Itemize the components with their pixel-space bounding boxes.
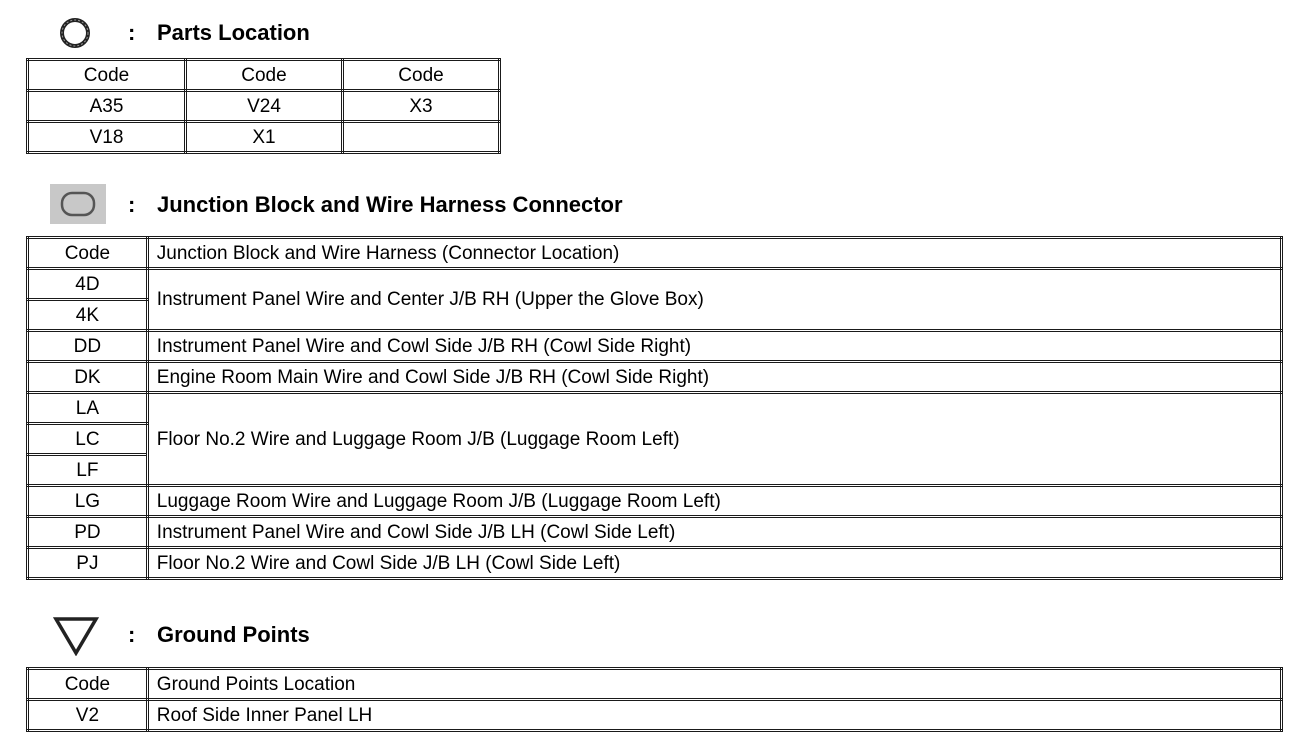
code-cell: PJ — [28, 548, 148, 579]
section-colon: : — [128, 20, 136, 45]
table-row — [28, 517, 1282, 548]
code-cell: DK — [28, 362, 148, 393]
table-header-row — [28, 669, 1282, 700]
column-header: Code — [28, 238, 148, 269]
column-header: Ground Points Location — [147, 669, 1281, 700]
code-cell: V2 — [28, 700, 148, 731]
location-cell: Roof Side Inner Panel LH — [147, 700, 1281, 731]
code-cell — [342, 122, 499, 153]
junction-block-table — [26, 236, 1283, 580]
column-header: Code — [28, 60, 186, 91]
code-cell: A35 — [28, 91, 186, 122]
section-title: Junction Block and Wire Harness Connector — [157, 192, 623, 217]
code-cell: LG — [28, 486, 148, 517]
location-cell: Instrument Panel Wire and Cowl Side J/B LH (Cowl Side Left) — [147, 517, 1281, 548]
location-cell: Instrument Panel Wire and Center J/B RH (Upper the Glove Box) — [147, 269, 1281, 331]
code-cell: PD — [28, 517, 148, 548]
table-row — [28, 331, 1282, 362]
column-header: Code — [342, 60, 499, 91]
location-cell: Instrument Panel Wire and Cowl Side J/B RH (Cowl Side Right) — [147, 331, 1281, 362]
code-cell: LC — [28, 424, 148, 455]
table-header-row — [28, 238, 1282, 269]
table-row — [28, 486, 1282, 517]
table-row — [28, 700, 1282, 731]
section-title: Ground Points — [157, 622, 310, 647]
code-cell: DD — [28, 331, 148, 362]
code-cell: X3 — [342, 91, 499, 122]
location-cell: Floor No.2 Wire and Luggage Room J/B (Luggage Room Left) — [147, 393, 1281, 486]
table-row — [28, 393, 1282, 424]
code-cell: V18 — [28, 122, 186, 153]
code-cell: V24 — [185, 91, 342, 122]
location-cell: Floor No.2 Wire and Cowl Side J/B LH (Cowl Side Left) — [147, 548, 1281, 579]
code-cell: X1 — [185, 122, 342, 153]
column-header: Code — [28, 669, 148, 700]
circle-icon — [58, 16, 92, 50]
section-title: Parts Location — [157, 20, 310, 45]
ground-points-table — [26, 667, 1283, 732]
table-row — [28, 362, 1282, 393]
triangle-down-icon — [53, 616, 99, 656]
location-cell: Luggage Room Wire and Luggage Room J/B (Luggage Room Left) — [147, 486, 1281, 517]
table-row — [28, 122, 500, 153]
location-cell: Engine Room Main Wire and Cowl Side J/B RH (Cowl Side Right) — [147, 362, 1281, 393]
rounded-rectangle-icon — [50, 184, 106, 224]
column-header: Junction Block and Wire Harness (Connector Location) — [147, 238, 1281, 269]
code-cell: LF — [28, 455, 148, 486]
parts-location-table — [26, 58, 501, 154]
parts-location-header — [0, 14, 1312, 54]
column-header: Code — [185, 60, 342, 91]
table-row — [28, 548, 1282, 579]
section-colon: : — [128, 622, 136, 647]
section-colon: : — [128, 192, 136, 217]
code-cell: LA — [28, 393, 148, 424]
code-cell: 4K — [28, 300, 148, 331]
table-row — [28, 269, 1282, 300]
junction-block-header — [0, 184, 1312, 224]
table-row — [28, 91, 500, 122]
table-header-row — [28, 60, 500, 91]
ground-points-header — [0, 614, 1312, 654]
code-cell: 4D — [28, 269, 148, 300]
